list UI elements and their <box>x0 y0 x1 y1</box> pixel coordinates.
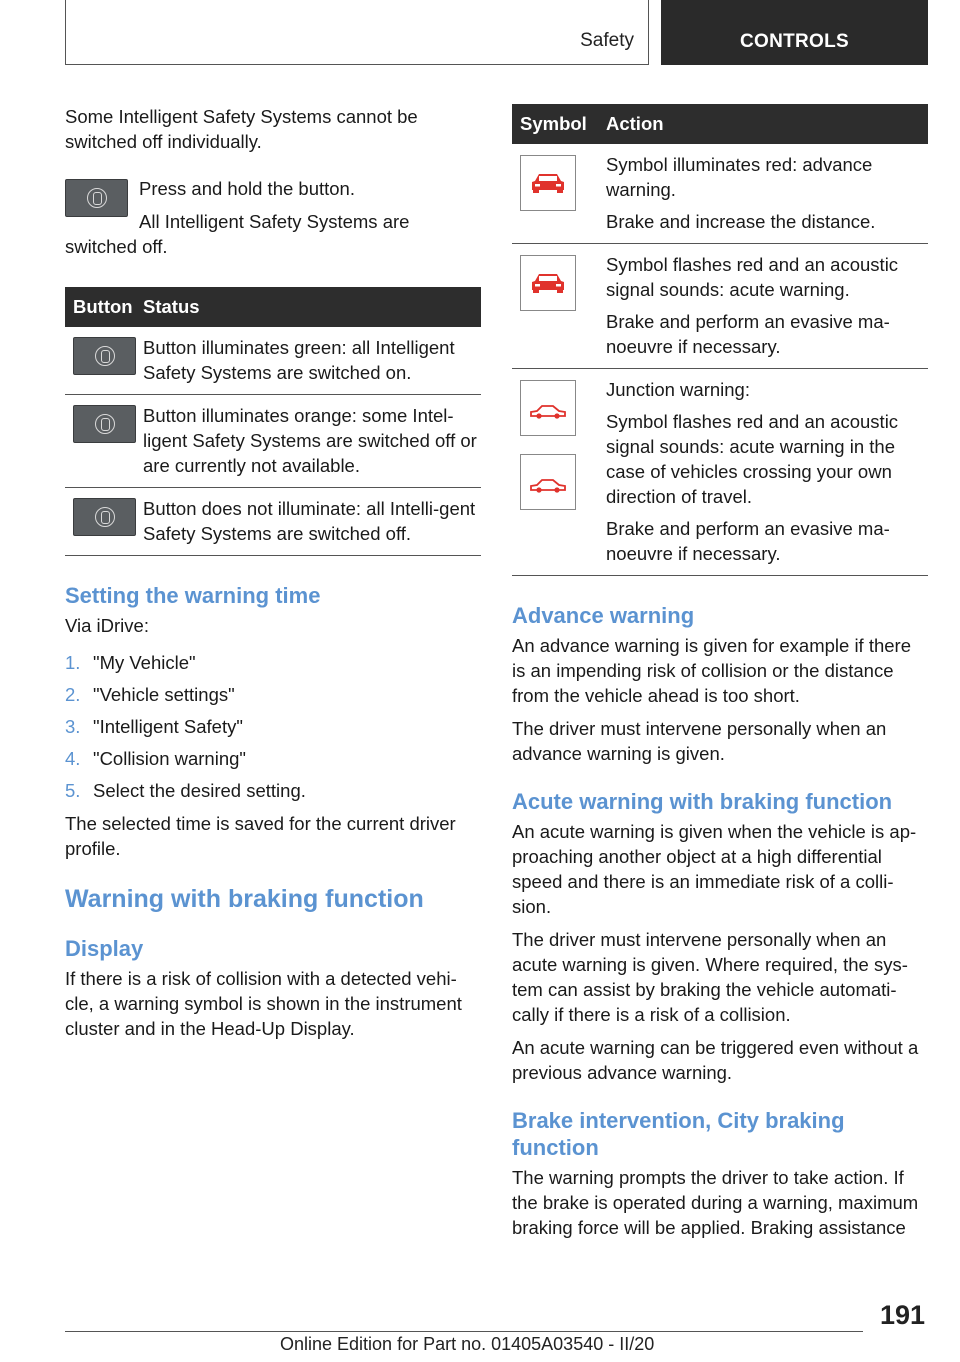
acute-warning-heading: Acute warning with braking function <box>512 789 893 814</box>
header-chapter-box <box>661 0 928 65</box>
button-orange-image <box>73 405 136 443</box>
table-row <box>512 144 928 244</box>
advance-warning-text: Symbol illuminates red: advance warning. <box>606 154 873 200</box>
display-heading: Display <box>65 936 144 961</box>
car-side-warning-icon <box>529 472 567 496</box>
advance-warning-p2: The driver must intervene personally when an advance warning is given. <box>512 718 887 764</box>
status-off-text: Button does not illuminate: all Intelli-gent Safety Systems are switched off. <box>143 488 481 556</box>
intelligent-safety-icon <box>95 414 115 434</box>
table-header-symbol: Symbol <box>512 104 606 144</box>
press-result: All Intelligent Safety Systems are switched off. <box>65 211 410 257</box>
junction-warning-action: Brake and perform an evasive ma-noeuvre if necessary. <box>606 518 890 564</box>
header-chapter-title: CONTROLS <box>739 31 849 52</box>
status-orange-text: Button illuminates orange: some Intel-ligent Safety Systems are switched off or are currently not available. <box>143 395 481 488</box>
table-row <box>512 369 928 576</box>
table-row <box>65 488 481 556</box>
table-row <box>65 395 481 488</box>
junction-warning-text: Symbol flashes red and an acoustic signal sounds: acute warning in the case of vehicles crossing your own direction of travel. <box>606 411 899 507</box>
acute-warning-p1: An acute warning is given when the vehicle is ap-proaching another object at a high differential speed and there is an immediate risk of a colli-sion. <box>512 821 917 917</box>
intelligent-safety-icon <box>87 188 107 208</box>
advance-warning-symbol <box>520 155 576 211</box>
car-front-warning-icon <box>529 271 567 295</box>
setting-warning-time-heading: Setting the warning time <box>65 583 321 608</box>
acute-warning-action: Brake and perform an evasive ma-noeuvre if necessary. <box>606 311 890 357</box>
footer-edition-text: Online Edition for Part no. 01405A03540 - II/20 <box>280 1334 655 1354</box>
press-block <box>65 176 481 267</box>
settings-steps-list <box>65 650 481 803</box>
acute-warning-p2: The driver must intervene personally when an acute warning is given. Where required, the sys-tem can assist by braking the vehicle automati-cally if there is a risk of a collision. <box>512 929 908 1025</box>
symbol-action-table <box>512 104 928 576</box>
table-row <box>512 244 928 369</box>
brake-intervention-p1: The warning prompts the driver to take action. If the brake is operated during a warning, maximum braking force will be applied. Braking assistance <box>512 1167 919 1238</box>
saved-profile-text: The selected time is saved for the current driver profile. <box>65 813 456 859</box>
table-header-button: Button <box>65 287 143 327</box>
table-header-status: Status <box>143 287 481 327</box>
left-column <box>65 104 481 1049</box>
warning-braking-heading: Warning with braking function <box>65 885 424 913</box>
junction-warning-symbol-1 <box>520 380 576 436</box>
press-instruction: Press and hold the button. <box>139 178 355 199</box>
list-item: 3. "Intelligent Safety" <box>65 716 243 737</box>
button-status-table <box>65 287 481 556</box>
advance-warning-heading: Advance warning <box>512 603 695 628</box>
page-header <box>65 0 928 66</box>
status-green-text: Button illuminates green: all Intelligent Safety Systems are switched on. <box>143 327 481 395</box>
intro-text: Some Intelligent Safety Systems cannot be switched off individually. <box>65 106 418 152</box>
safety-button-image <box>65 179 128 217</box>
header-section-box <box>65 0 649 65</box>
button-green-image <box>73 337 136 375</box>
button-off-image <box>73 498 136 536</box>
car-side-warning-icon <box>529 398 567 422</box>
car-front-warning-icon <box>529 171 567 195</box>
list-item: 1. "My Vehicle" <box>65 652 196 673</box>
list-item: 2. "Vehicle settings" <box>65 684 235 705</box>
via-idrive-text: Via iDrive: <box>65 615 149 636</box>
intelligent-safety-icon <box>95 346 115 366</box>
junction-warning-symbol-2 <box>520 454 576 510</box>
page-number: 191 <box>879 1300 925 1330</box>
list-item: 5. Select the desired setting. <box>65 780 306 801</box>
list-item: 4. "Collision warning" <box>65 748 246 769</box>
intelligent-safety-icon <box>95 507 115 527</box>
brake-intervention-heading: Brake intervention, City braking function <box>512 1108 845 1160</box>
acute-warning-symbol <box>520 255 576 311</box>
header-section-title: Safety <box>580 30 634 51</box>
table-header-action: Action <box>606 104 928 144</box>
display-text: If there is a risk of collision with a detected vehi-cle, a warning symbol is shown in the instrument cluster and in the Head-Up Display. <box>65 968 462 1039</box>
junction-warning-title: Junction warning: <box>606 379 750 400</box>
advance-warning-p1: An advance warning is given for example if there is an impending risk of collision or the distance from the vehicle ahead is too short. <box>512 635 911 706</box>
acute-warning-text: Symbol flashes red and an acoustic signal sounds: acute warning. <box>606 254 899 300</box>
advance-warning-action: Brake and increase the distance. <box>606 211 876 232</box>
footer-divider <box>65 1331 863 1332</box>
table-row <box>65 327 481 395</box>
acute-warning-p3: An acute warning can be triggered even without a previous advance warning. <box>512 1037 919 1083</box>
right-column <box>512 104 928 1248</box>
